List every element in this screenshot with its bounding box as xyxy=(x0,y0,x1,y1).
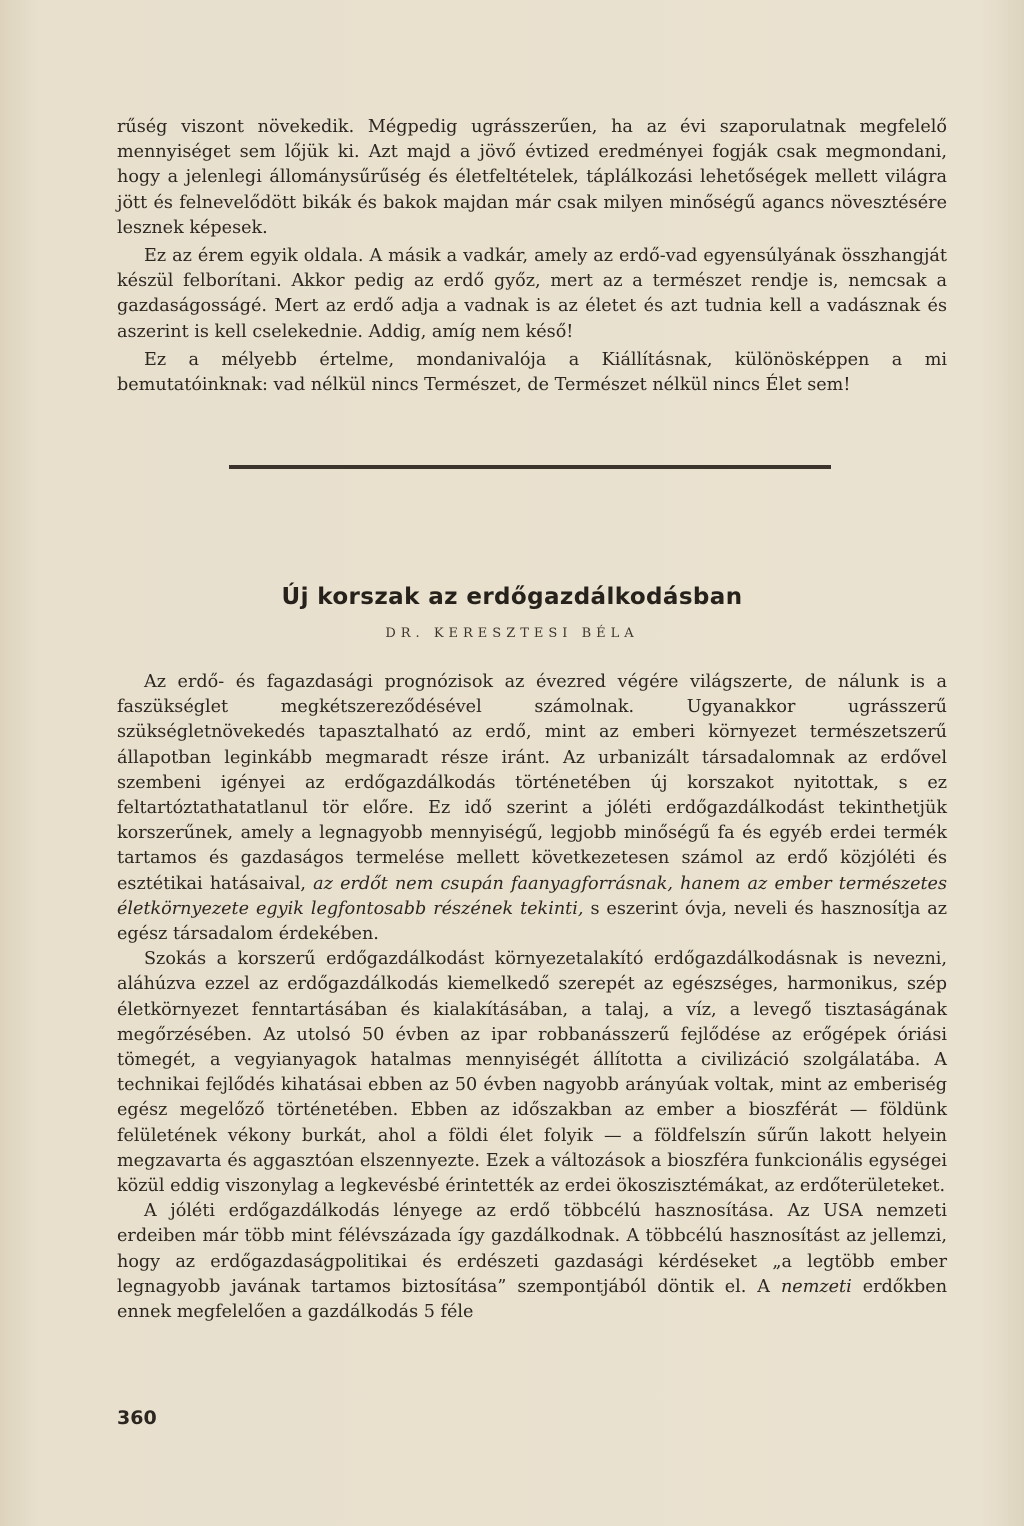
article-p3-emphasis: nemzeti xyxy=(780,1276,852,1297)
article-paragraph-1 xyxy=(117,670,947,947)
article-p1-text-b: s eszerint óvja, neveli és hasznosítja az egész társadalom érdekében. xyxy=(117,898,948,945)
article-title: Új korszak az erdőgazdálkodásban xyxy=(281,584,743,610)
intro-paragraph-3: Ez a mélyebb értelme, mondanivalója a Kiállításnak, különösképpen a mi bemutatóinknak: vad nélkül nincs Természet, de Természet nélkül nincs Élet sem! xyxy=(117,349,947,396)
article-p1-text-a: Az erdő- és fagazdasági prognózisok az évezred végére világszerte, de nálunk is a faszükséglet megkétszereződésével számolnak. Ugyanakkor ugrásszerű szükségletnövekedés tapasztalható az erdő, mint az emberi környezet természetszerű állapotban leginkább megmaradt része iránt. Az urbanizált társadalomnak az erdővel szembeni igényei az erdőgazdálkodás történetében új korszakot nyitottak, s ez feltartóztathatatlanul tör előre. Ez idő szerint a jóléti erdőgazdálkodást tekinthetjük korszerűnek, amely a legnagyobb mennyiségű, legjobb minőségű fa és egyéb erdei termék tartamos és gazdaságos termelése mellett következetesen számol az erdő közjóléti és esztétikai hatásaival, xyxy=(117,672,947,894)
page-number: 360 xyxy=(117,1407,157,1429)
article-body xyxy=(117,670,947,1325)
article-p3-text-b: erdőkben ennek megfelelően a gazdálkodás 5 féle xyxy=(117,1276,948,1323)
article-author: DR. KERESZTESI BÉLA xyxy=(385,626,639,641)
intro-text xyxy=(117,115,947,398)
section-divider xyxy=(229,465,831,469)
article-paragraph-2: Szokás a korszerű erdőgazdálkodást környezetalakító erdőgazdálkodásnak is nevezni, aláhúzva ezzel az erdőgazdálkodás kiemelkedő szerepét az egészséges, harmonikus, szép életkörnyezet fenntartásában és kialakításában, a talaj, a víz, a levegő tisztaságának megőrzésében. Az utolsó 50 évben az ipar robbanásszerű fejlődése az erőgépek óriási tömegét, a vegyianyagok hatalmas mennyiségét állította a civilizáció szolgálatába. A technikai fejlődés kihatásai ebben az 50 évben nagyobb arányúak voltak, mint az emberiség egész megelőző történetében. Ebben az időszakban az ember a bioszférát — földünk felületének vékony burkát, ahol a földi élet folyik — a földfelszín sűrűn lakott helyein megzavarta és aggasztóan elszennyezte. Ezek a változások a bioszféra funkcionális egységei közül eddig viszonylag a legkevésbé érintették az erdei ökoszisztémákat, az erdőterületeket. xyxy=(117,949,947,1197)
intro-paragraph-2: Ez az érem egyik oldala. A másik a vadkár, amely az erdő-vad egyensúlyának összhangját készül felborítani. Akkor pedig az erdő győz, mert az a természet rendje is, nemcsak a gazdaságosságé. Mert az erdő adja a vadnak is az életet és azt tudnia kell a vadásznak és aszerint is kell cselekednie. Addig, amíg nem késő! xyxy=(117,246,947,342)
article-paragraph-3 xyxy=(117,1199,947,1325)
article-p3-text-a: A jóléti erdőgazdálkodás lényege az erdő többcélú hasznosítása. Az USA nemzeti erdeiben már több mint félévszázada így gazdálkodnak. A többcélú hasznosítást az jellemzi, hogy az erdőgazdaságpolitikai és erdészeti gazdasági kérdéseket „a legtöbb ember legnagyobb javának tartamos biztosítása” szempontjából döntik el. A xyxy=(117,1201,947,1297)
intro-paragraph-1: rűség viszont növekedik. Mégpedig ugrásszerűen, ha az évi szaporulatnak megfelelő mennyiséget sem lőjük ki. Azt majd a jövő évtized eredményei fogják csak megmondani, hogy a jelenlegi állománysűrűség és életfeltételek, táplálkozási lehetőségek mellett világra jött és felnevelődött bikák és bakok majdan már csak milyen minőségű agancs növesztésére lesznek képesek. xyxy=(117,117,947,238)
article-p1-emphasis: az erdőt nem csupán faanyagforrásnak, hanem az ember természetes életkörnyezete egyik legfontosabb részének tekinti, xyxy=(117,873,947,919)
